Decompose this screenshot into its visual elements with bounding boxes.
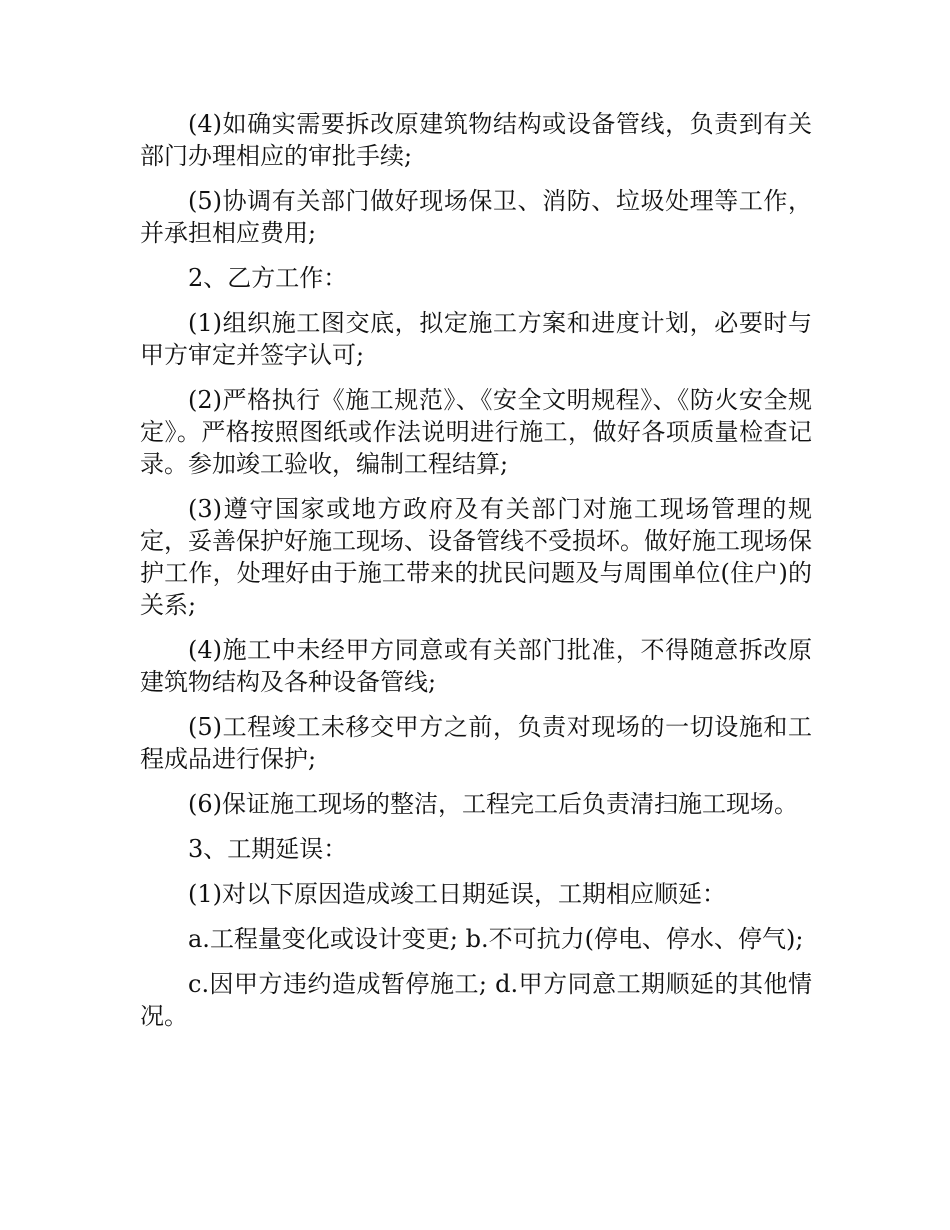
paragraph-delay-causes: (1)对以下原因造成竣工日期延误，工期相应顺延：: [188, 880, 726, 908]
paragraph-delay-cause-c-d: c.因甲方违约造成暂停施工; d.甲方同意工期顺延的其他情况。: [140, 970, 812, 1030]
section-heading-party-b-duties: 2、乙方工作：: [188, 264, 348, 292]
paragraph-site-management: (3)遵守国家或地方政府及有关部门对施工现场管理的规定，妥善保护好施工现场、设备管线不受损坏。做好施工现场保护工作，处理好由于施工带来的扰民问题及与周围单位(住户)的关系;: [140, 495, 812, 619]
paragraph-delay-cause-a-b: a.工程量变化或设计变更; b.不可抗力(停电、停水、停气);: [188, 925, 804, 953]
paragraph-protection-before-handover: (5)工程竣工未移交甲方之前，负责对现场的一切设施和工程成品进行保护;: [140, 713, 812, 773]
paragraph-site-coordination: (5)协调有关部门做好现场保卫、消防、垃圾处理等工作，并承担相应费用;: [140, 187, 812, 247]
paragraph-site-cleanliness: (6)保证施工现场的整洁，工程完工后负责清扫施工现场。: [188, 790, 798, 818]
paragraph-no-unauthorized-demolition: (4)施工中未经甲方同意或有关部门批准，不得随意拆改原建筑物结构及各种设备管线;: [140, 636, 812, 696]
section-heading-schedule-delay: 3、工期延误：: [188, 835, 348, 863]
document-body: [140, 108, 812, 1045]
paragraph-standards-compliance: (2)严格执行《施工规范》、《安全文明规程》、《防火安全规定》。严格按照图纸或作法说明进行施工，做好各项质量检查记录。参加竣工验收，编制工程结算;: [140, 386, 812, 478]
paragraph-demolition-approval: (4)如确实需要拆改原建筑物结构或设备管线，负责到有关部门办理相应的审批手续;: [140, 110, 812, 170]
paragraph-construction-plan: (1)组织施工图交底，拟定施工方案和进度计划，必要时与甲方审定并签字认可;: [140, 309, 812, 369]
